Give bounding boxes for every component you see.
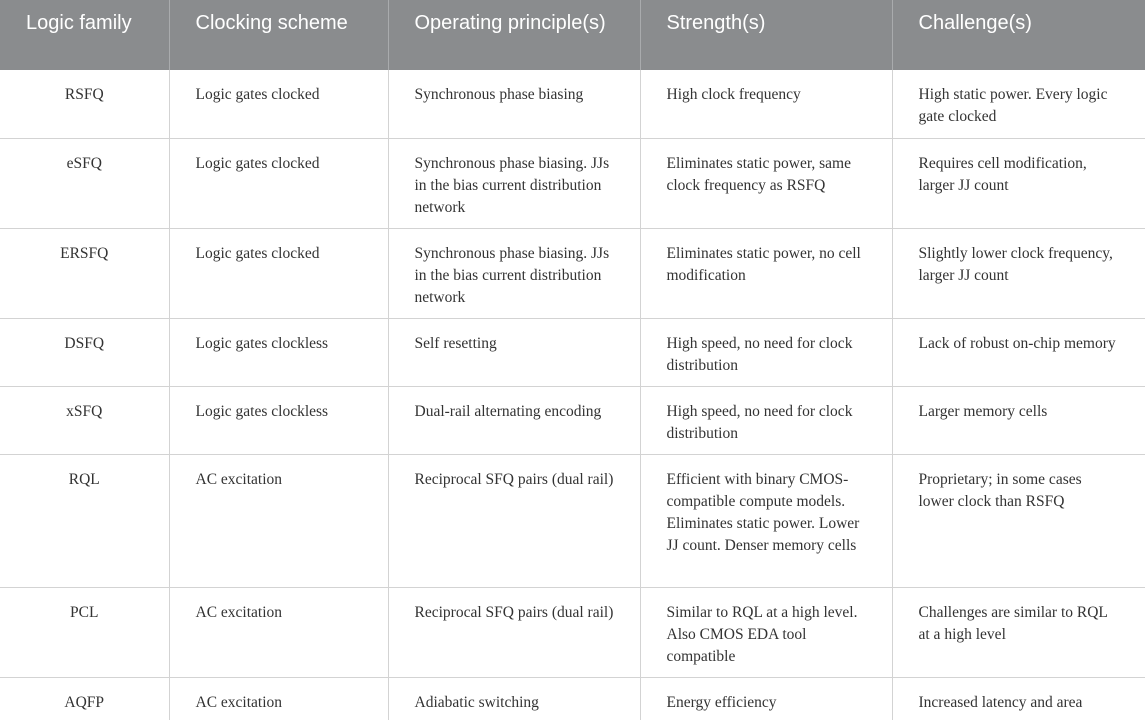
table-header — [0, 0, 1145, 70]
table-body — [0, 70, 1145, 720]
header-logic-family: Logic family — [0, 0, 169, 70]
cell-strength: High speed, no need for clock distribution — [640, 318, 892, 386]
cell-challenge: Challenges are similar to RQL at a high level — [892, 587, 1145, 677]
table-row — [0, 318, 1145, 386]
cell-operating-principle: Dual-rail alternating encoding — [388, 386, 640, 454]
cell-challenge: Requires cell modification, larger JJ count — [892, 138, 1145, 228]
cell-clocking-scheme: Logic gates clockless — [169, 386, 388, 454]
cell-clocking-scheme: AC excitation — [169, 454, 388, 587]
cell-challenge: Lack of robust on-chip memory — [892, 318, 1145, 386]
cell-logic-family: RSFQ — [0, 70, 169, 138]
cell-operating-principle: Synchronous phase biasing — [388, 70, 640, 138]
cell-operating-principle: Adiabatic switching — [388, 677, 640, 720]
cell-logic-family: DSFQ — [0, 318, 169, 386]
cell-clocking-scheme: Logic gates clocked — [169, 228, 388, 318]
cell-operating-principle: Synchronous phase biasing. JJs in the bias current distribution network — [388, 228, 640, 318]
table-row — [0, 677, 1145, 720]
header-challenges: Challenge(s) — [892, 0, 1145, 70]
cell-clocking-scheme: Logic gates clockless — [169, 318, 388, 386]
cell-strength: Energy efficiency — [640, 677, 892, 720]
cell-logic-family: eSFQ — [0, 138, 169, 228]
cell-logic-family: PCL — [0, 587, 169, 677]
cell-challenge: Increased latency and area — [892, 677, 1145, 720]
cell-challenge: Slightly lower clock frequency, larger JJ count — [892, 228, 1145, 318]
cell-challenge: Proprietary; in some cases lower clock than RSFQ — [892, 454, 1145, 587]
cell-challenge: High static power. Every logic gate clocked — [892, 70, 1145, 138]
cell-strength: High clock frequency — [640, 70, 892, 138]
cell-strength: High speed, no need for clock distribution — [640, 386, 892, 454]
header-operating-principles: Operating principle(s) — [388, 0, 640, 70]
cell-strength: Similar to RQL at a high level. Also CMOS EDA tool compatible — [640, 587, 892, 677]
table-row — [0, 70, 1145, 138]
cell-logic-family: ERSFQ — [0, 228, 169, 318]
cell-clocking-scheme: AC excitation — [169, 587, 388, 677]
table-row — [0, 587, 1145, 677]
cell-strength: Eliminates static power, no cell modification — [640, 228, 892, 318]
cell-clocking-scheme: Logic gates clocked — [169, 138, 388, 228]
cell-clocking-scheme: AC excitation — [169, 677, 388, 720]
cell-logic-family: RQL — [0, 454, 169, 587]
cell-clocking-scheme: Logic gates clocked — [169, 70, 388, 138]
header-clocking-scheme: Clocking scheme — [169, 0, 388, 70]
header-row — [0, 0, 1145, 70]
cell-operating-principle: Synchronous phase biasing. JJs in the bias current distribution network — [388, 138, 640, 228]
cell-operating-principle: Reciprocal SFQ pairs (dual rail) — [388, 454, 640, 587]
header-strengths: Strength(s) — [640, 0, 892, 70]
cell-logic-family: xSFQ — [0, 386, 169, 454]
table-row — [0, 454, 1145, 587]
cell-operating-principle: Self resetting — [388, 318, 640, 386]
table-row — [0, 386, 1145, 454]
cell-strength: Eliminates static power, same clock frequency as RSFQ — [640, 138, 892, 228]
cell-logic-family: AQFP — [64, 693, 105, 711]
cell-challenge: Larger memory cells — [892, 386, 1145, 454]
cell-strength: Efficient with binary CMOS-compatible compute models. Eliminates static power. Lower JJ count. Denser memory cells — [640, 454, 892, 587]
table-row — [0, 228, 1145, 318]
cell-operating-principle: Reciprocal SFQ pairs (dual rail) — [388, 587, 640, 677]
table-row — [0, 138, 1145, 228]
